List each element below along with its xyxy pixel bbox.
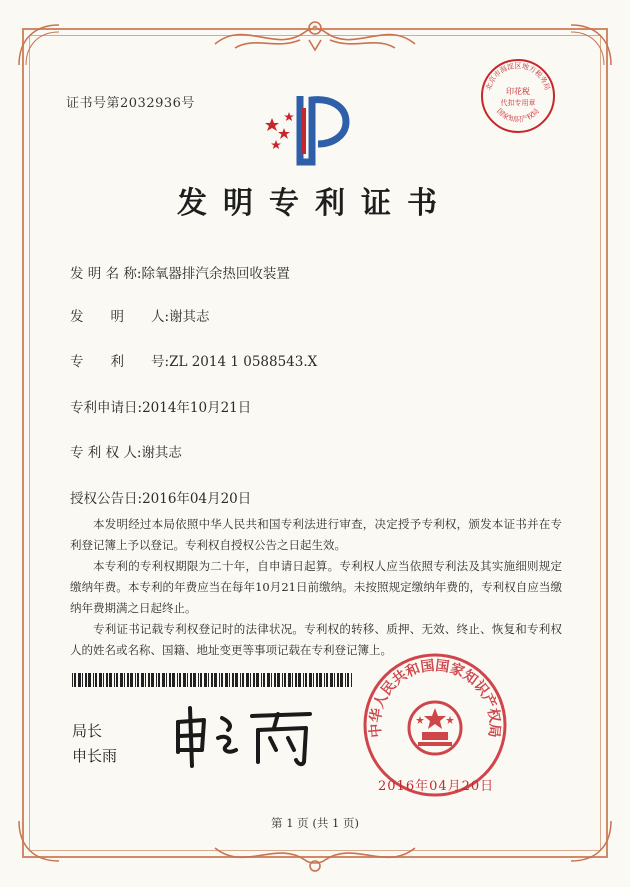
patent-number-label: 专 利 号: (70, 354, 170, 370)
document-title: 发明专利证书 (177, 186, 453, 221)
filing-date-label: 专利申请日: (70, 400, 143, 416)
body-paragraphs (70, 514, 562, 661)
certificate-number: 证书号第2032936号 (66, 96, 195, 111)
patent-number-row (70, 350, 317, 370)
inventor-label: 发 明 人: (70, 309, 170, 325)
top-ornament (205, 14, 425, 60)
patentee-row (70, 441, 182, 461)
page-number: 第 1 页 (共 1 页) (271, 816, 359, 830)
director-name: 申长雨 (72, 747, 118, 765)
patent-office-emblem-icon (262, 88, 358, 168)
filing-date-value: 2014年10月21日 (142, 400, 252, 416)
seal-date: 2016年04月20日 (378, 779, 495, 794)
director-title: 局长 (72, 722, 103, 740)
svg-text:中华人民共和国国家知识产权局 (367, 657, 504, 738)
inventor-row (70, 305, 210, 325)
barcode (72, 673, 352, 687)
grant-date-label: 授权公告日: (70, 491, 143, 507)
filing-date-row (70, 396, 251, 416)
patent-number-value: ZL 2014 1 0588543.X (169, 354, 318, 370)
corner-ornament-tl (14, 20, 64, 70)
corner-ornament-tr (566, 20, 616, 70)
tax-stamp-bottom-text: 国家知识产权局 (495, 107, 541, 124)
tax-stamp-seal (478, 56, 558, 136)
invention-name-row (70, 262, 290, 282)
grant-date-value: 2016年04月20日 (142, 491, 252, 507)
paragraph-legal-status: 专利证书记载专利权登记时的法律状况。专利权的转移、质押、无效、终止、恢复和专利权人的姓名或名称、国籍、地址变更等事项记载在专利登记簿上。 (70, 622, 562, 657)
inventor-value: 谢其志 (169, 309, 210, 325)
svg-text:国家知识产权局 (495, 106, 541, 123)
bottom-ornament (205, 838, 425, 878)
patentee-value: 谢其志 (141, 445, 182, 461)
invention-name-label: 发 明 名 称: (70, 266, 142, 282)
paragraph-grant: 本发明经过本局依照中华人民共和国专利法进行审查，决定授予专利权，颁发本证书并在专利登记簿上予以登记。专利权自授权公告之日起生效。 (70, 517, 562, 552)
seal-ring-text: 中华人民共和国国家知识产权局 (367, 657, 503, 739)
tax-stamp-ring-text: 北京市海淀区地方税务局 (484, 62, 552, 92)
patentee-label: 专 利 权 人: (70, 445, 142, 461)
grant-date-row (70, 487, 251, 507)
tax-stamp-center-line1: 印花税 (506, 87, 530, 96)
national-emblem-icon (409, 702, 461, 754)
director-signature (170, 700, 320, 770)
tax-stamp-center-line2: 代扣专用章 (500, 99, 536, 107)
paragraph-term: 本专利的专利权期限为二十年，自申请日起算。专利权人应当依照专利法及其实施细则规定缴纳年费。本专利的年费应当在每年10月21日前缴纳。未按照规定缴纳年费的，专利权自应当缴纳年费期满之日起终止。 (70, 559, 562, 615)
invention-name-value: 除氧器排汽余热回收装置 (141, 266, 290, 282)
